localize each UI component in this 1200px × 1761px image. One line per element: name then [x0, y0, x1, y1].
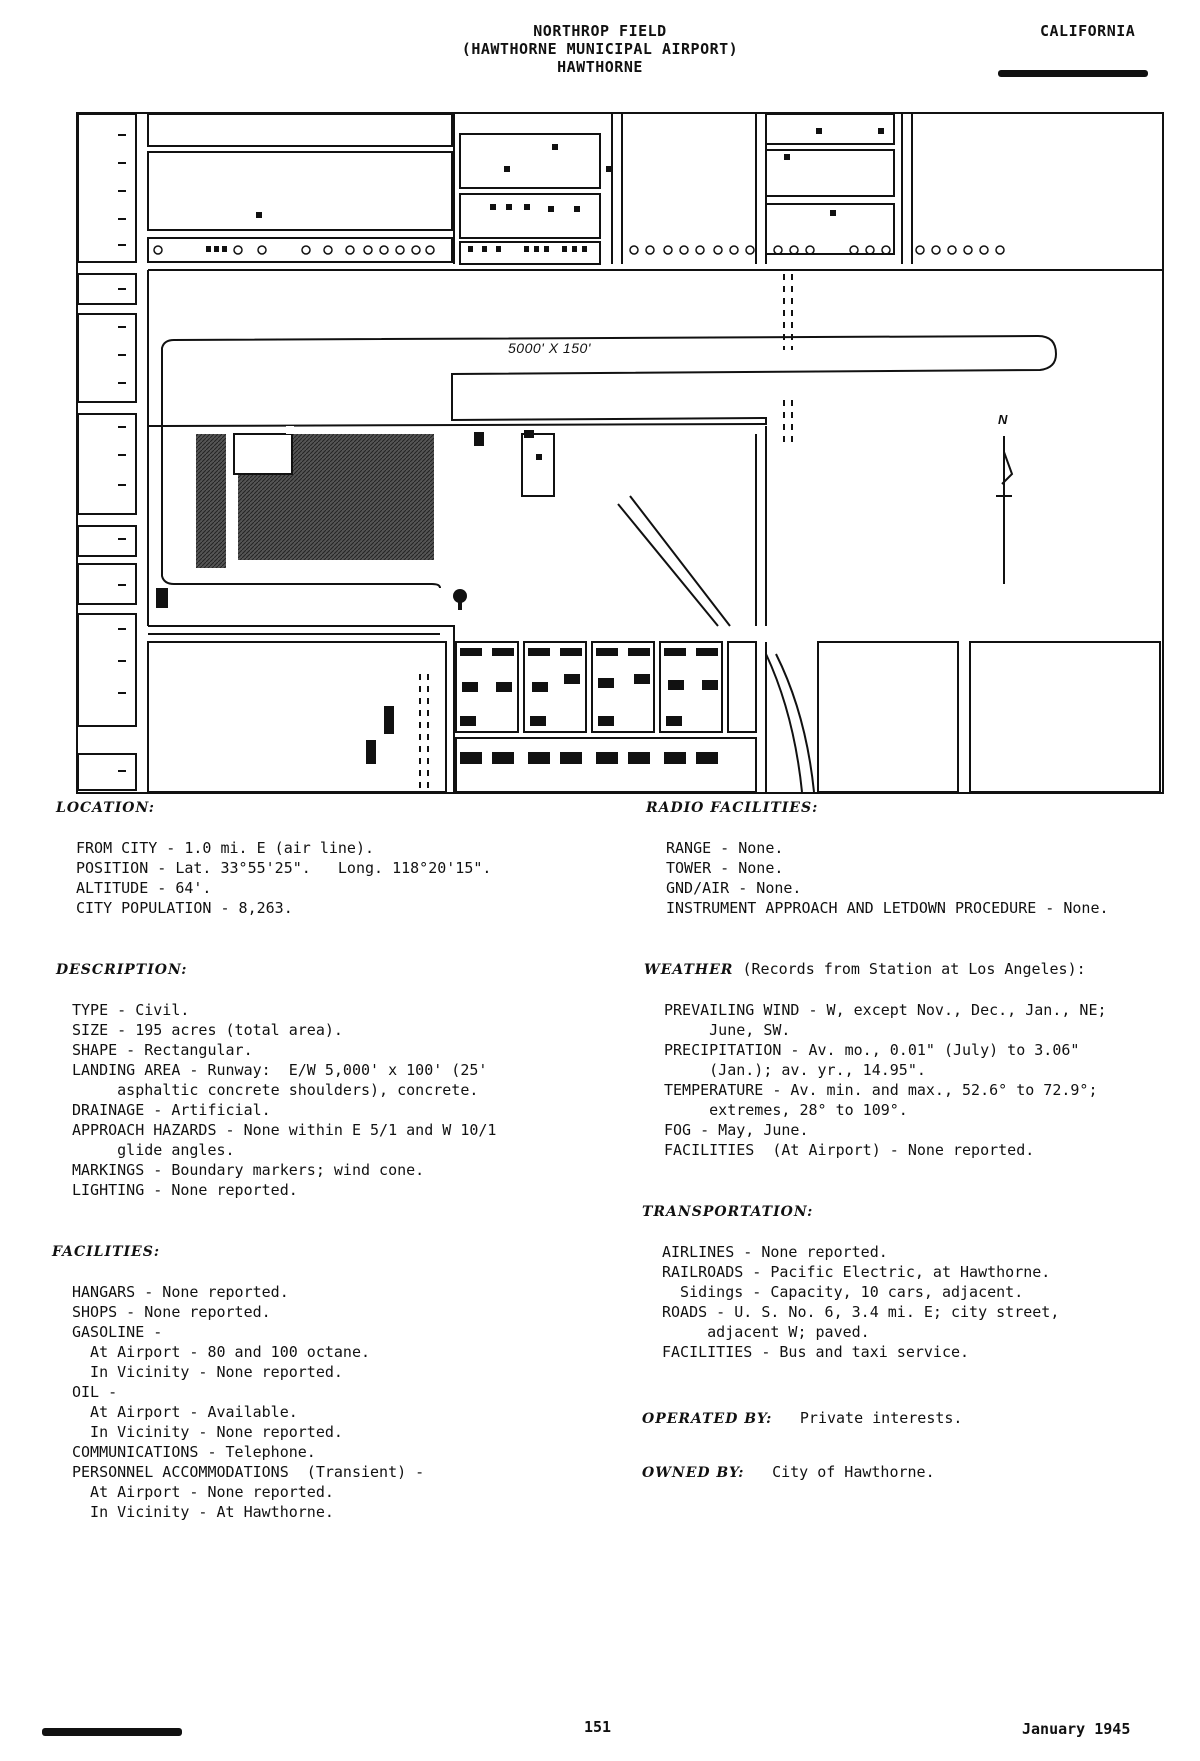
radio-item: TOWER - None.: [666, 859, 784, 877]
location-list: [76, 838, 491, 918]
location-title: LOCATION:: [56, 800, 155, 816]
west-block-1: [78, 114, 136, 262]
redaction-mark-top: [998, 70, 1148, 77]
description-item: LIGHTING - None reported.: [72, 1181, 298, 1199]
north-block-6: [460, 242, 600, 264]
facilities-title: FACILITIES:: [52, 1244, 160, 1260]
operated-by-value: Private interests.: [799, 1409, 963, 1427]
runway-outline: [162, 336, 1056, 426]
location-item: POSITION - Lat. 33°55'25". Long. 118°20'15".: [76, 859, 492, 877]
facilities-item: OIL -: [72, 1383, 118, 1401]
west-block-3: [78, 314, 136, 402]
airport-subtitle: (HAWTHORNE MUNICIPAL AIRPORT): [461, 40, 739, 58]
weather-item: PREVAILING WIND - W, except Nov., Dec., Jan., NE;: [664, 1001, 1107, 1019]
south-block-6: [728, 642, 756, 732]
publication-date: January 1945: [1022, 1720, 1131, 1738]
transportation-item: FACILITIES - Bus and taxi service.: [662, 1343, 970, 1361]
owned-by-title: OWNED BY:: [642, 1465, 745, 1481]
west-block-6: [78, 564, 136, 604]
transportation-list: [662, 1242, 1059, 1362]
radio-item: RANGE - None.: [666, 839, 784, 857]
transportation-title: TRANSPORTATION:: [642, 1204, 814, 1220]
description-item: TYPE - Civil.: [72, 1001, 190, 1019]
railroad-curve: [766, 654, 814, 792]
transportation-item: adjacent W; paved.: [662, 1323, 870, 1341]
page-header: [430, 22, 770, 76]
factory-building-west: [196, 434, 226, 568]
airport-title: NORTHROP FIELD: [533, 22, 667, 40]
page-number: 151: [584, 1718, 612, 1736]
owned-by-value: City of Hawthorne.: [772, 1463, 935, 1481]
description-item: LANDING AREA - Runway: E/W 5,000' x 100' (25': [72, 1061, 488, 1079]
north-block-4: [460, 134, 600, 188]
weather-item: FOG - May, June.: [664, 1121, 809, 1139]
runway-dimension-label: 5000' X 150': [508, 340, 591, 356]
facilities-item: GASOLINE -: [72, 1323, 163, 1341]
airport-map-drawing: [78, 114, 1162, 792]
transportation-item: ROADS - U. S. No. 6, 3.4 mi. E; city street,: [662, 1303, 1060, 1321]
south-block-8: [818, 642, 958, 792]
description-item: MARKINGS - Boundary markers; wind cone.: [72, 1161, 425, 1179]
location-item: CITY POPULATION - 8,263.: [76, 899, 293, 917]
description-list: [72, 1000, 496, 1200]
west-block-5: [78, 526, 136, 556]
north-block-1: [148, 114, 452, 146]
weather-title: WEATHER: [644, 962, 734, 978]
description-item: SIZE - 195 acres (total area).: [72, 1021, 343, 1039]
south-block-1: [148, 642, 446, 792]
transportation-item: Sidings - Capacity, 10 cars, adjacent.: [662, 1283, 1024, 1301]
redaction-mark-bottom: [42, 1728, 182, 1736]
description-item: DRAINAGE - Artificial.: [72, 1101, 271, 1119]
diagonal-taxiway: [618, 496, 730, 626]
description-item: SHAPE - Rectangular.: [72, 1041, 253, 1059]
radio-list: [666, 838, 1109, 918]
facilities-item: At Airport - None reported.: [72, 1483, 334, 1501]
operated-by-title: OPERATED BY:: [642, 1411, 773, 1427]
description-item: asphaltic concrete shoulders), concrete.: [72, 1081, 479, 1099]
location-item: FROM CITY - 1.0 mi. E (air line).: [76, 839, 375, 857]
facilities-item: In Vicinity - At Hawthorne.: [72, 1503, 334, 1521]
location-item: ALTITUDE - 64'.: [76, 879, 212, 897]
facilities-item: COMMUNICATIONS - Telephone.: [72, 1443, 316, 1461]
north-block-2: [148, 152, 452, 230]
facilities-item: SHOPS - None reported.: [72, 1303, 271, 1321]
facilities-item: HANGARS - None reported.: [72, 1283, 289, 1301]
weather-item: extremes, 28° to 109°.: [664, 1101, 908, 1119]
owned-by: [642, 1462, 935, 1482]
airport-map: [76, 112, 1164, 794]
facilities-item: In Vicinity - None reported.: [72, 1423, 343, 1441]
west-block-8: [78, 754, 136, 790]
transportation-item: AIRLINES - None reported.: [662, 1243, 888, 1261]
description-title: DESCRIPTION:: [56, 962, 188, 978]
transportation-item: RAILROADS - Pacific Electric, at Hawthorne.: [662, 1263, 1051, 1281]
weather-list: [664, 1000, 1107, 1160]
south-block-9: [970, 642, 1160, 792]
weather-item: PRECIPITATION - Av. mo., 0.01" (July) to 3.06": [664, 1041, 1080, 1059]
radio-item: GND/AIR - None.: [666, 879, 802, 897]
weather-note: (Records from Station at Los Angeles):: [733, 960, 1086, 978]
facilities-item: At Airport - 80 and 100 octane.: [72, 1343, 371, 1361]
radio-item: INSTRUMENT APPROACH AND LETDOWN PROCEDURE - None.: [666, 899, 1109, 917]
facilities-item: At Airport - Available.: [72, 1403, 298, 1421]
weather-item: (Jan.); av. yr., 14.95".: [664, 1061, 926, 1079]
west-block-7: [78, 614, 136, 726]
operations-building: [522, 434, 554, 496]
description-item: APPROACH HAZARDS - None within E 5/1 and W 10/1: [72, 1121, 497, 1139]
north-block-7: [766, 114, 894, 144]
radio-facilities-title: RADIO FACILITIES:: [646, 800, 819, 816]
north-label: N: [998, 412, 1008, 427]
weather-item: June, SW.: [664, 1021, 791, 1039]
weather-heading: [644, 960, 1086, 978]
north-block-3: [148, 238, 452, 262]
facilities-item: PERSONNEL ACCOMMODATIONS (Transient) -: [72, 1463, 425, 1481]
weather-item: TEMPERATURE - Av. min. and max., 52.6° to 72.9°;: [664, 1081, 1098, 1099]
west-block-2: [78, 274, 136, 304]
south-block-7: [456, 738, 756, 792]
facilities-list: [72, 1282, 424, 1522]
airport-city: HAWTHORNE: [557, 58, 643, 76]
facilities-item: In Vicinity - None reported.: [72, 1363, 343, 1381]
weather-item: FACILITIES (At Airport) - None reported.: [664, 1141, 1035, 1159]
west-block-4: [78, 414, 136, 514]
north-block-5: [460, 194, 600, 238]
description-item: glide angles.: [72, 1141, 235, 1159]
state-label: CALIFORNIA: [1040, 22, 1136, 40]
operated-by: [642, 1408, 962, 1428]
